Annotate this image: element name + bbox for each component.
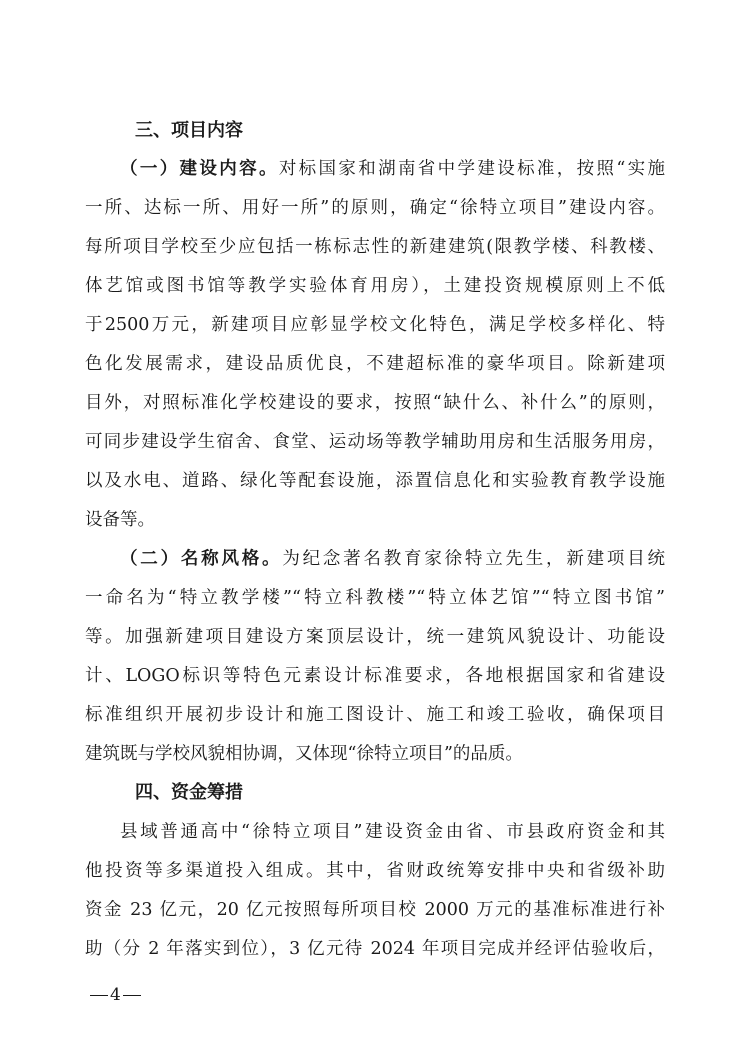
page-number-dash-left	[90, 995, 108, 996]
paragraph-line: 助（分 2 年落实到位），3 亿元待 2024 年项目完成并经评估验收后，	[85, 939, 665, 959]
paragraph-line: 设备等。	[85, 510, 155, 530]
paragraph-text: 为纪念著名教育家徐特立先生，新建项目统	[282, 549, 666, 569]
paragraph-line: 目外，对照标准化学校建设的要求，按照“缺什么、补什么”的原则，	[85, 393, 665, 413]
paragraph-line: 于2500万元，新建项目应彰显学校文化特色，满足学校多样化、特	[85, 315, 665, 335]
item-label-naming-style: （二）名称风格。	[120, 549, 283, 569]
section-heading-project-content: 三、项目内容	[135, 120, 243, 141]
item-label-construction: （一）建设内容。	[120, 159, 279, 179]
paragraph-line: 一命名为“特立教学楼”“特立科教楼”“特立体艺馆”“特立图书馆”	[85, 588, 665, 608]
paragraph-line: 计、LOGO标识等特色元素设计标准要求，各地根据国家和省建设	[85, 666, 665, 686]
paragraph-line: 标准组织开展初步设计和施工图设计、施工和竣工验收，确保项目	[85, 705, 665, 725]
paragraph-line: 可同步建设学生宿舍、食堂、运动场等教学辅助用房和生活服务用房，	[85, 432, 665, 452]
paragraph-line: 县域普通高中“徐特立项目”建设资金由省、市县政府资金和其	[120, 822, 665, 842]
paragraph-line: 以及水电、道路、绿化等配套设施，添置信息化和实验教育教学设施	[85, 471, 665, 491]
paragraph-line: 等。加强新建项目建设方案顶层设计，统一建筑风貌设计、功能设	[85, 627, 665, 647]
paragraph-line: 色化发展需求，建设品质优良，不建超标准的豪华项目。除新建项	[85, 354, 665, 374]
page-number-dash-right	[123, 995, 141, 996]
paragraph-line: 每所项目学校至少应包括一栋标志性的新建建筑(限教学楼、科教楼、	[85, 237, 665, 257]
paragraph-line	[120, 157, 665, 181]
page-number-value: 4	[110, 985, 121, 1005]
paragraph-text: 对标国家和湖南省中学建设标准，按照“实施	[278, 159, 665, 179]
paragraph-line: 一所、达标一所、用好一所”的原则，确定“徐特立项目”建设内容。	[85, 198, 665, 218]
paragraph-line: 资金 23 亿元，20 亿元按照每所项目校 2000 万元的基准标准进行补	[85, 900, 665, 920]
paragraph-line: 建筑既与学校风貌相协调，又体现“徐特立项目”的品质。	[85, 744, 523, 764]
paragraph-line: 体艺馆或图书馆等教学实验体育用房），土建投资规模原则上不低	[85, 276, 665, 296]
paragraph-line	[120, 547, 665, 571]
paragraph-line: 他投资等多渠道投入组成。其中，省财政统筹安排中央和省级补助	[85, 861, 665, 881]
section-heading-funding: 四、资金筹措	[135, 782, 243, 803]
page-number	[88, 985, 143, 1005]
